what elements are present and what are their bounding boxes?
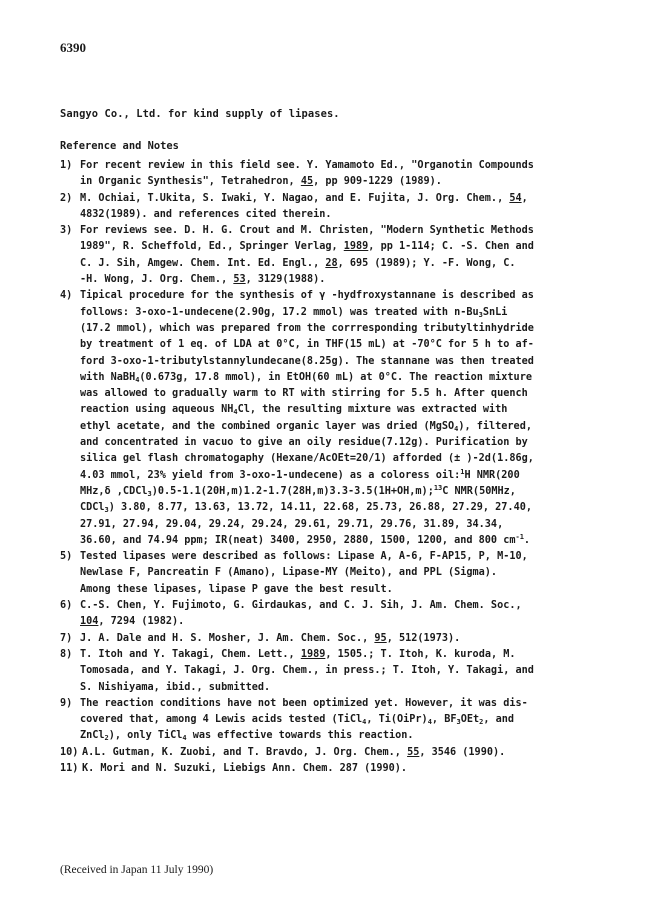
reference-number: 10) <box>60 746 79 758</box>
reference-item <box>60 647 620 696</box>
reference-text <box>80 191 620 224</box>
reference-line: with NaBH$_4$(0.673g, 17.8 mmol), in EtOH(60 mL) at 0°C. The reaction mixture <box>80 371 532 384</box>
reference-number: 9) <box>60 697 73 709</box>
reference-line: Tested lipases were described as follows: Lipase A, A-6, F-AP15, P, M-10, <box>80 551 528 563</box>
reference-line: 4832(1989). and references cited therein. <box>80 208 332 220</box>
page-number: 6390 <box>60 40 86 55</box>
reference-item <box>60 696 620 745</box>
reference-line: Tipical procedure for the synthesis of γ -hydfroxystannane is described as <box>80 290 534 302</box>
reference-line: reaction using aqueous $NH_4Cl$, the resulting mixture was extracted with <box>80 404 508 417</box>
reference-line: follows: 3-oxo-1-undecene(2.90g, 17.2 mmol) was treated with $n-Bu_3SnLi$ <box>80 306 508 319</box>
reference-text <box>82 745 620 761</box>
reference-line: Among these lipases, lipase P gave the best result. <box>80 583 393 595</box>
reference-number: 11) <box>60 762 79 774</box>
reference-line: ford 3-oxo-1-tributylstannylundecane(8.25g). The stannane was then treated <box>80 355 534 367</box>
reference-number: 5) <box>60 551 73 563</box>
reference-text <box>80 288 620 549</box>
reference-number: 3) <box>60 225 73 237</box>
reference-line: 27.91, 27.94, 29.04, 29.24, 29.24, 29.61, 29.71, 29.76, 31.89, 34.34, <box>80 518 504 530</box>
reference-line: ethyl acetate, and the combined organic layer was dried (MgSO$_4$), filtered, <box>80 420 532 433</box>
reference-number: 8) <box>60 648 73 660</box>
reference-line: For reviews see. D. H. G. Crout and M. Christen, "Modern Synthetic Methods <box>80 225 534 237</box>
reference-line: For recent review in this field see. Y. Yamamoto Ed., "Organotin Compounds <box>80 160 534 171</box>
reference-text <box>80 549 620 598</box>
reference-line: J. A. Dale and H. S. Mosher, J. Am. Chem. Soc., 95, 512(1973). <box>80 632 461 644</box>
reference-text <box>80 158 620 191</box>
reference-line: Tomosada, and Y. Takagi, J. Org. Chem., in press.; T. Itoh, Y. Takagi, and <box>80 665 534 677</box>
reference-number: 2) <box>60 192 73 204</box>
reference-line: C. J. Sih, Amgew. Chem. Int. Ed. Engl., 28, 695 (1989); Y. -F. Wong, C. <box>80 257 516 269</box>
reference-number: 4) <box>60 290 73 302</box>
reference-line: M. Ochiai, T.Ukita, S. Iwaki, Y. Nagao, and E. Fujita, J. Org. Chem., 54, <box>80 192 528 204</box>
reference-item <box>60 631 620 647</box>
references-list <box>60 158 620 777</box>
reference-text <box>82 761 620 777</box>
received-date: (Received in Japan 11 July 1990) <box>60 864 214 876</box>
reference-text <box>80 223 620 288</box>
reference-number: 6) <box>60 600 73 612</box>
reference-line: was allowed to gradually warm to RT with stirring for 5.5 h. After quench <box>80 388 528 400</box>
reference-line: T. Itoh and Y. Takagi, Chem. Lett., 1989, 1505.; T. Itoh, K. kuroda, M. <box>80 648 516 660</box>
reference-line: in Organic Synthesis", Tetrahedron, 45, pp 909-1229 (1989). <box>80 176 442 188</box>
reference-line: The reaction conditions have not been optimized yet. However, it was dis- <box>80 697 528 709</box>
reference-line: 36.60, and 74.94 ppm; IR(neat) 3400, 2950, 2880, 1500, 1200, and 800 $cm^{-1}$. <box>80 532 531 546</box>
reference-item <box>60 191 620 224</box>
reference-line: 1989", R. Scheffold, Ed., Springer Verlag, 1989, pp 1-114; C. -S. Chen and <box>80 241 534 253</box>
reference-text <box>80 647 620 696</box>
reference-line: ZnCl$_2$), only TiCl$_4$ was effective towards this reaction. <box>80 730 414 743</box>
reference-line: K. Mori and N. Suzuki, Liebigs Ann. Chem. 287 (1990). <box>82 762 408 774</box>
reference-line: and concentrated in vacuo to give an oily residue(7.12g). Purification by <box>80 437 528 449</box>
reference-line: S. Nishiyama, ibid., submitted. <box>80 681 271 693</box>
reference-line: 104, 7294 (1982). <box>80 616 185 628</box>
reference-line: -H. Wong, J. Org. Chem., 53, 3129(1988). <box>80 274 326 286</box>
reference-line: covered that, among 4 Lewis acids tested (TiCl$_4$, $Ti(OiPr)_4$, $BF_3OEt_2$, and <box>80 714 514 727</box>
reference-line: MHz,δ ,CDCl$_3$)0.5-1.1(20H,m)1.2-1.7(28H,m)3.3-3.5(1H+OH,m);$^{13}$C NMR(50MHz, <box>80 483 516 498</box>
reference-text <box>80 696 620 745</box>
reference-line: CDCl$_3$) 3.80, 8.77, 13.63, 13.72, 14.11, 22.68, 25.73, 26.88, 27.29, 27.40, <box>80 502 532 515</box>
reference-line: 4.03 mmol, 23% yield from 3-oxo-1-undecene) as a coloress oil:$^1$H NMR(200 <box>80 467 520 481</box>
reference-line: A.L. Gutman, K. Zuobi, and T. Bravdo, J. Org. Chem., 55, 3546 (1990). <box>82 746 506 758</box>
reference-item <box>60 223 620 288</box>
reference-item <box>60 598 620 631</box>
reference-item <box>60 158 620 191</box>
reference-text <box>80 598 620 631</box>
reference-item <box>60 288 620 549</box>
acknowledgement-text: Sangyo Co., Ltd. for kind supply of lipases. <box>60 108 340 120</box>
reference-item <box>60 745 620 761</box>
reference-number: 1) <box>60 160 73 171</box>
reference-number: 7) <box>60 632 73 644</box>
reference-item <box>60 761 620 777</box>
references-heading: Reference and Notes <box>60 140 179 152</box>
reference-line: Newlase F, Pancreatin F (Amano), Lipase-MY (Meito), and PPL (Sigma). <box>80 567 498 579</box>
reference-line: silica gel flash chromatogaphy (Hexane/AcOEt=20/1) afforded (± )-2d(1.86g, <box>80 453 534 465</box>
reference-item <box>60 549 620 598</box>
reference-line: C.-S. Chen, Y. Fujimoto, G. Girdaukas, and C. J. Sih, J. Am. Chem. Soc., <box>80 600 522 612</box>
reference-line: (17.2 mmol), which was prepared from the corrresponding tributyltinhydride <box>80 322 534 334</box>
reference-text <box>80 631 620 647</box>
reference-line: by treatment of 1 eq. of LDA at 0°C, in THF(15 mL) at -70°C for 5 h to af- <box>80 339 534 351</box>
